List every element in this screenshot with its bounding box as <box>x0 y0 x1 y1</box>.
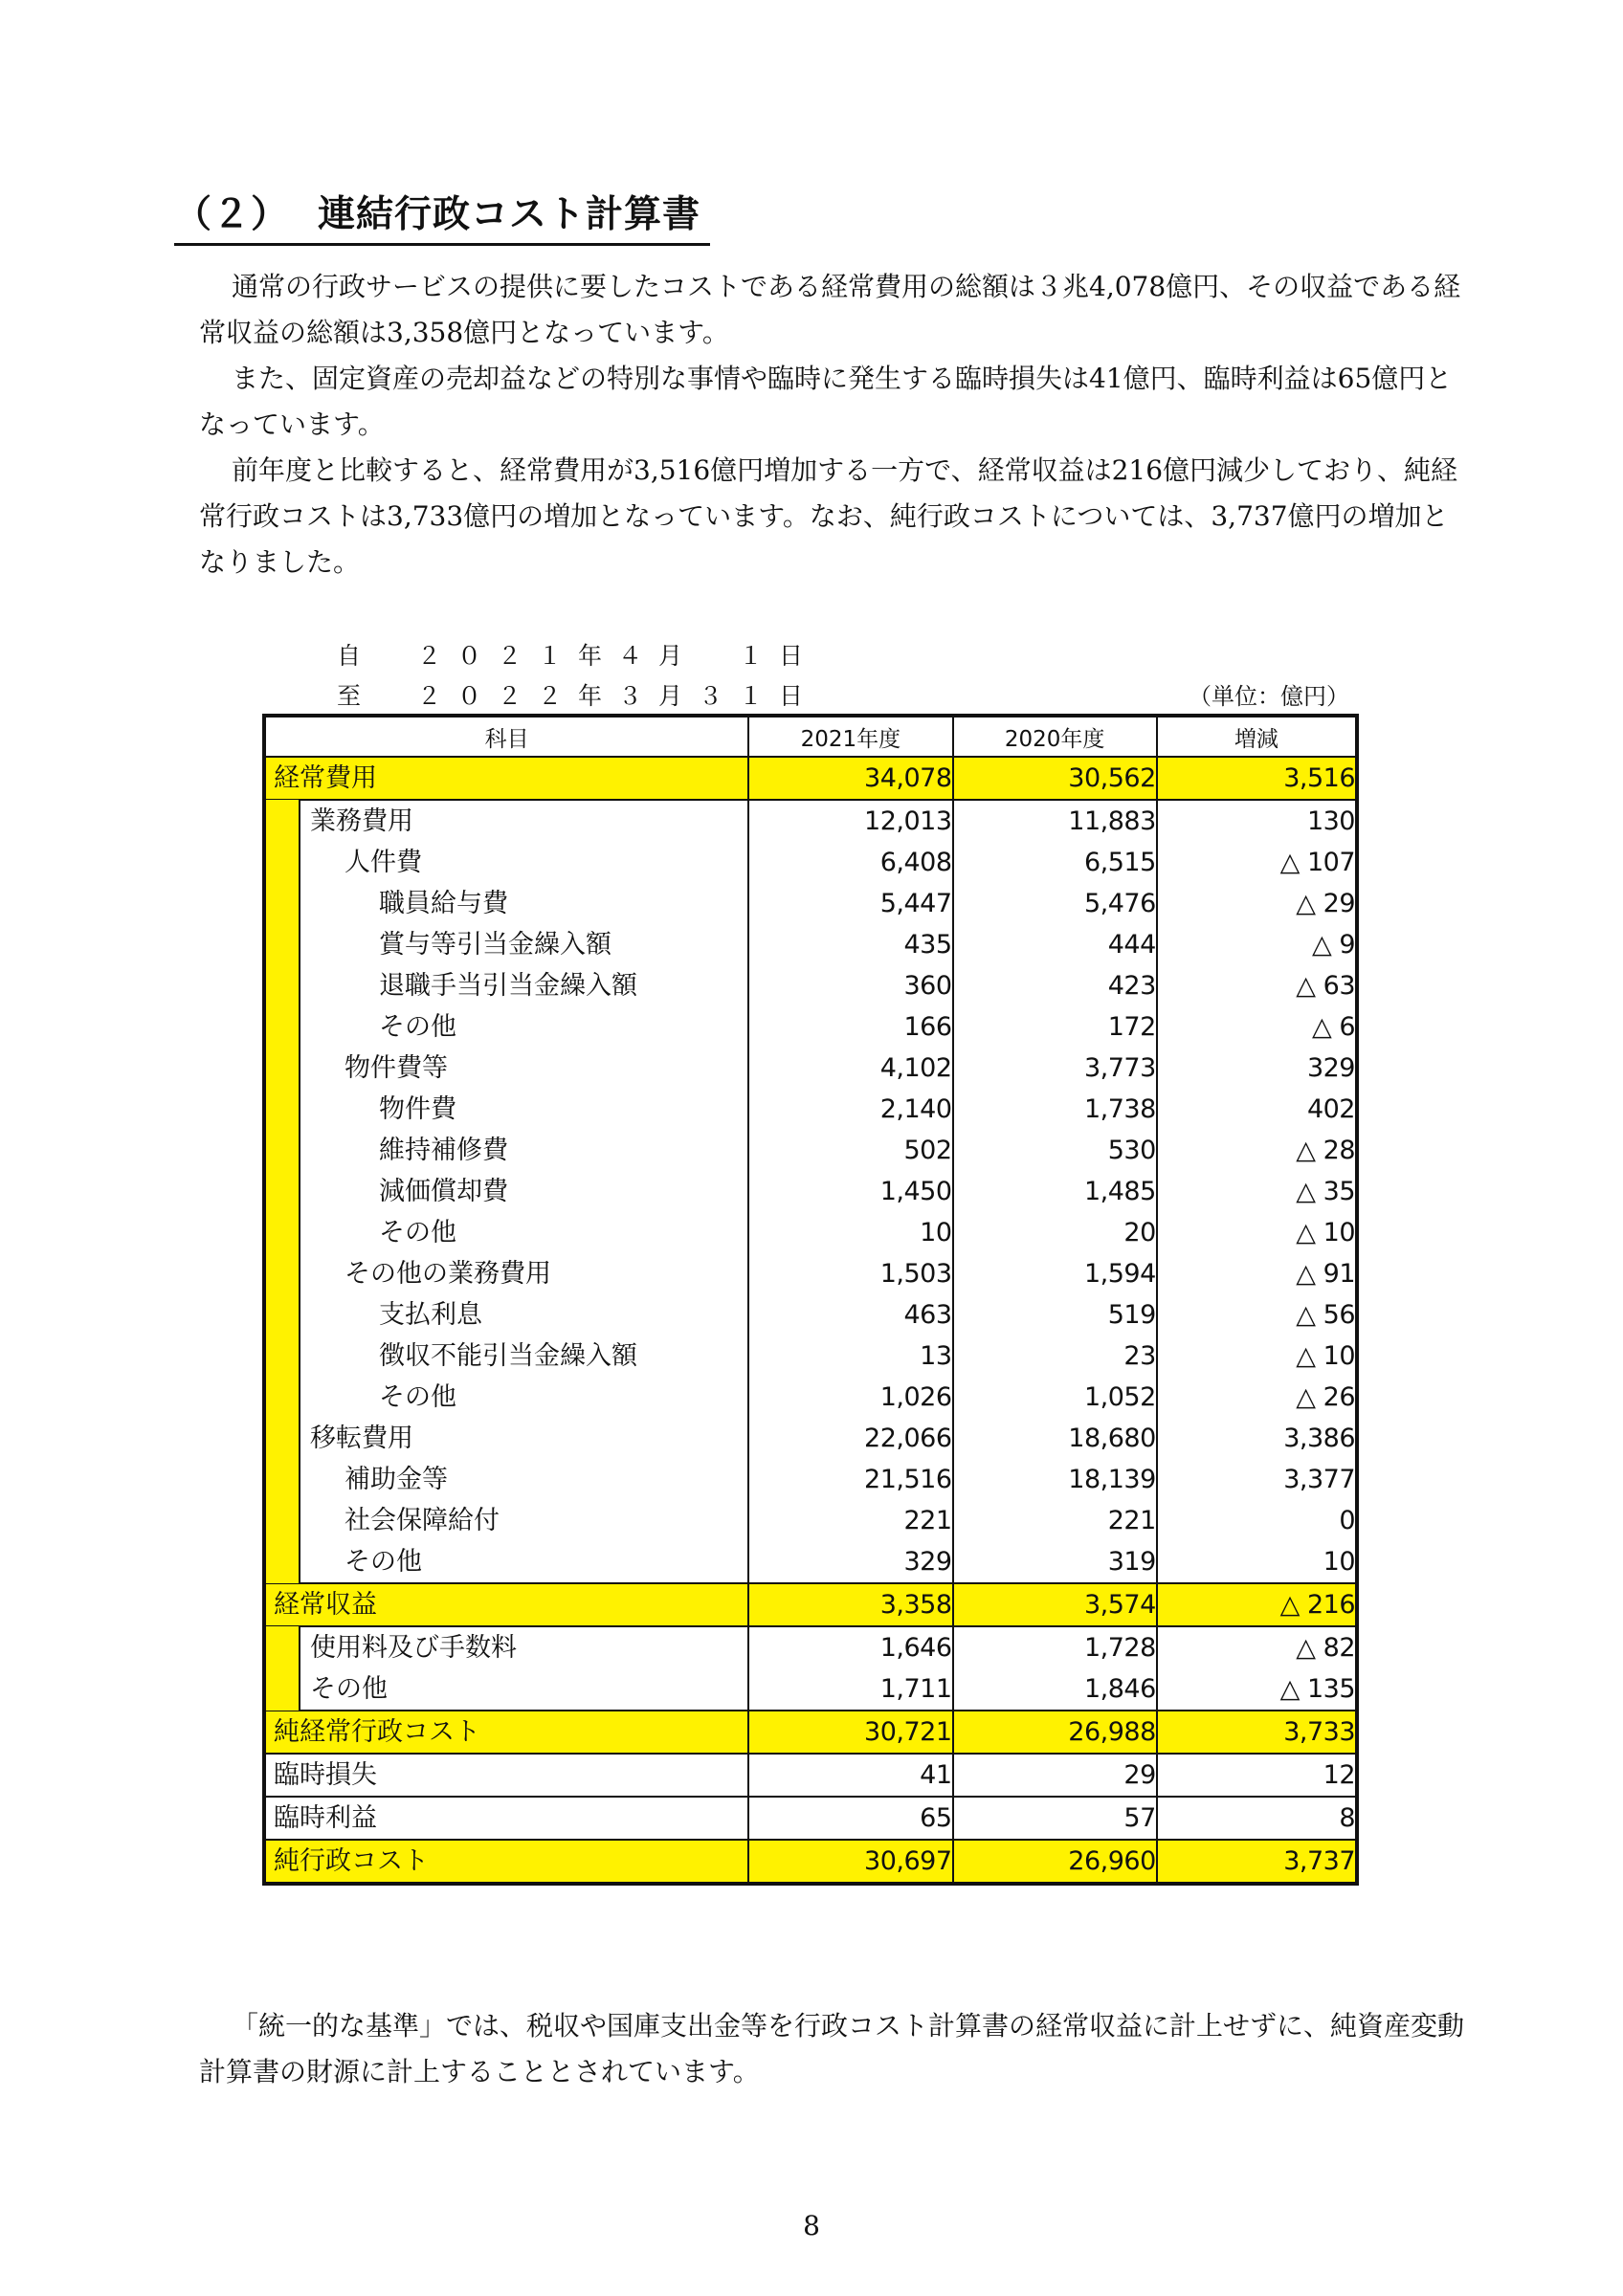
row-label: 純経常行政コスト <box>274 1717 480 1747</box>
header-2020: 2020年度 <box>953 716 1157 757</box>
group-bar <box>266 1540 300 1583</box>
paragraph-2: また、固定資産の売却益などの特別な事情や臨時に発生する臨時損失は41億円、臨時利益は65億円となっています。 <box>199 363 1453 440</box>
value-2021-cell: 5,447 <box>748 883 952 924</box>
diff-cell: △ 9 <box>1157 924 1357 965</box>
value-2020-cell: 26,960 <box>953 1840 1157 1884</box>
diff-cell: 402 <box>1157 1089 1357 1130</box>
row-label: その他 <box>310 1674 388 1704</box>
diff-cell: 3,386 <box>1157 1418 1357 1459</box>
diff-cell: 10 <box>1157 1541 1357 1583</box>
value-2021-cell: 463 <box>748 1294 952 1336</box>
table-body <box>264 757 1357 1884</box>
value-2020-cell: 18,139 <box>953 1459 1157 1500</box>
diff-cell: 3,737 <box>1157 1840 1357 1884</box>
table-row <box>264 1418 1357 1459</box>
paragraph-1: 通常の行政サービスの提供に要したコストである経常費用の総額は３兆4,078億円、その収益である経常収益の総額は3,358億円となっています。 <box>199 271 1461 348</box>
table-row <box>264 1212 1357 1253</box>
table-row <box>264 1048 1357 1089</box>
diff-cell: 8 <box>1157 1797 1357 1840</box>
row-label-cell <box>264 883 748 924</box>
group-bar <box>266 1335 300 1378</box>
row-label: 社会保障給付 <box>345 1506 500 1535</box>
table-row <box>264 842 1357 883</box>
value-2021-cell: 1,026 <box>748 1377 952 1418</box>
row-label: 物件費 <box>379 1094 456 1124</box>
row-label: 退職手当引当金繰入額 <box>379 971 637 1001</box>
value-2021-cell: 22,066 <box>748 1418 952 1459</box>
period-from: 自 ２０２１年４月 １日 <box>337 642 820 670</box>
value-2020-cell: 3,773 <box>953 1048 1157 1089</box>
diff-cell: △ 56 <box>1157 1294 1357 1336</box>
header-item: 科目 <box>264 716 748 757</box>
table-row <box>264 1626 1357 1668</box>
value-2021-cell: 30,697 <box>748 1840 952 1884</box>
row-label-cell <box>264 1294 748 1336</box>
value-2020-cell: 1,846 <box>953 1668 1157 1711</box>
diff-cell: 3,377 <box>1157 1459 1357 1500</box>
row-label: 業務費用 <box>310 806 413 836</box>
row-label-cell <box>264 1541 748 1583</box>
table-header-row <box>264 716 1357 757</box>
table-row <box>264 1754 1357 1797</box>
period-to: 至 ２０２２年３月３１日 <box>337 682 820 710</box>
table-row <box>264 965 1357 1006</box>
table-row <box>264 1840 1357 1884</box>
row-label-cell <box>264 1840 748 1884</box>
value-2021-cell: 10 <box>748 1212 952 1253</box>
page-number: 8 <box>803 2210 820 2241</box>
row-label-cell <box>264 1583 748 1626</box>
value-2020-cell: 1,485 <box>953 1171 1157 1212</box>
row-label-cell <box>264 1500 748 1541</box>
value-2020-cell: 5,476 <box>953 883 1157 924</box>
row-label: 移転費用 <box>310 1424 413 1453</box>
paragraph-3: 前年度と比較すると、経常費用が3,516億円増加する一方で、経常収益は216億円減少しており、純経常行政コストは3,733億円の増加となっています。なお、純行政コストについては、3,737億円の増加となりました。 <box>199 454 1458 578</box>
value-2020-cell: 3,574 <box>953 1583 1157 1626</box>
row-label: 賞与等引当金繰入額 <box>379 930 611 960</box>
value-2021-cell: 65 <box>748 1797 952 1840</box>
group-bar <box>266 1005 300 1049</box>
value-2020-cell: 57 <box>953 1797 1157 1840</box>
row-label-cell <box>264 1171 748 1212</box>
row-label: 臨時利益 <box>274 1803 377 1833</box>
value-2020-cell: 26,988 <box>953 1711 1157 1754</box>
group-bar <box>266 800 300 843</box>
diff-cell: 0 <box>1157 1500 1357 1541</box>
diff-cell: △ 82 <box>1157 1626 1357 1668</box>
row-label-cell <box>264 1626 748 1668</box>
value-2020-cell: 29 <box>953 1754 1157 1797</box>
value-2020-cell: 30,562 <box>953 757 1157 800</box>
table-row <box>264 757 1357 800</box>
value-2021-cell: 435 <box>748 924 952 965</box>
value-2021-cell: 30,721 <box>748 1711 952 1754</box>
group-bar <box>266 1376 300 1419</box>
value-2020-cell: 530 <box>953 1130 1157 1171</box>
row-label-cell <box>264 1130 748 1171</box>
row-label: 維持補修費 <box>379 1136 508 1165</box>
row-label-cell <box>264 1797 748 1840</box>
row-label: 職員給与費 <box>379 889 508 918</box>
diff-cell: △ 135 <box>1157 1668 1357 1711</box>
row-label-cell <box>264 1253 748 1294</box>
row-label: 経常収益 <box>274 1590 377 1620</box>
table-row <box>264 1336 1357 1377</box>
cost-statement-table <box>262 714 1359 1886</box>
value-2020-cell: 221 <box>953 1500 1157 1541</box>
group-bar <box>266 1667 300 1711</box>
table-row <box>264 1500 1357 1541</box>
value-2021-cell: 34,078 <box>748 757 952 800</box>
diff-cell: △ 6 <box>1157 1006 1357 1048</box>
table-row <box>264 1377 1357 1418</box>
group-bar <box>266 1626 300 1669</box>
diff-cell: △ 35 <box>1157 1171 1357 1212</box>
row-label-cell <box>264 924 748 965</box>
table-row <box>264 1006 1357 1048</box>
row-label: 臨時損失 <box>274 1760 377 1790</box>
value-2020-cell: 519 <box>953 1294 1157 1336</box>
value-2021-cell: 3,358 <box>748 1583 952 1626</box>
diff-cell: 3,516 <box>1157 757 1357 800</box>
value-2021-cell: 2,140 <box>748 1089 952 1130</box>
value-2020-cell: 172 <box>953 1006 1157 1048</box>
row-label: 経常費用 <box>274 763 377 793</box>
diff-cell: △ 26 <box>1157 1377 1357 1418</box>
value-2020-cell: 1,738 <box>953 1089 1157 1130</box>
diff-cell: △ 216 <box>1157 1583 1357 1626</box>
value-2020-cell: 23 <box>953 1336 1157 1377</box>
value-2021-cell: 41 <box>748 1754 952 1797</box>
value-2021-cell: 21,516 <box>748 1459 952 1500</box>
value-2020-cell: 444 <box>953 924 1157 965</box>
value-2021-cell: 329 <box>748 1541 952 1583</box>
group-bar <box>266 1499 300 1542</box>
table-row <box>264 1171 1357 1212</box>
diff-cell: 3,733 <box>1157 1711 1357 1754</box>
group-bar <box>266 1170 300 1213</box>
row-label-cell <box>264 1048 748 1089</box>
group-bar <box>266 1293 300 1336</box>
diff-cell: △ 29 <box>1157 883 1357 924</box>
table-row <box>264 1668 1357 1711</box>
row-label: その他の業務費用 <box>345 1259 551 1289</box>
row-label-cell <box>264 1336 748 1377</box>
footnote-paragraph: 「統一的な基準」では、税収や国庫支出金等を行政コスト計算書の経常収益に計上せずに、純資産変動計算書の財源に計上することとされています。 <box>199 2010 1465 2087</box>
row-label-cell <box>264 1377 748 1418</box>
row-label-cell <box>264 1668 748 1711</box>
value-2020-cell: 1,594 <box>953 1253 1157 1294</box>
value-2020-cell: 1,728 <box>953 1626 1157 1668</box>
row-label-cell <box>264 1418 748 1459</box>
value-2021-cell: 6,408 <box>748 842 952 883</box>
row-label: 人件費 <box>345 848 422 877</box>
section-heading <box>174 191 710 246</box>
diff-cell: 329 <box>1157 1048 1357 1089</box>
row-label-cell <box>264 1006 748 1048</box>
group-bar <box>266 841 300 884</box>
row-label-cell <box>264 1089 748 1130</box>
group-bar <box>266 1129 300 1172</box>
row-label-cell <box>264 757 748 800</box>
value-2021-cell: 221 <box>748 1500 952 1541</box>
diff-cell: △ 107 <box>1157 842 1357 883</box>
row-label: 純行政コスト <box>274 1846 429 1876</box>
group-bar <box>266 1458 300 1501</box>
value-2020-cell: 18,680 <box>953 1418 1157 1459</box>
group-bar <box>266 923 300 966</box>
value-2020-cell: 423 <box>953 965 1157 1006</box>
row-label: その他 <box>379 1218 456 1247</box>
table-row <box>264 1583 1357 1626</box>
table-row <box>264 1253 1357 1294</box>
row-label-cell <box>264 1212 748 1253</box>
diff-cell: △ 10 <box>1157 1212 1357 1253</box>
value-2021-cell: 1,646 <box>748 1626 952 1668</box>
value-2021-cell: 4,102 <box>748 1048 952 1089</box>
diff-cell: △ 28 <box>1157 1130 1357 1171</box>
row-label: その他 <box>379 1012 456 1042</box>
row-label-cell <box>264 1711 748 1754</box>
row-label-cell <box>264 842 748 883</box>
row-label-cell <box>264 1459 748 1500</box>
group-bar <box>266 1417 300 1460</box>
value-2020-cell: 11,883 <box>953 800 1157 842</box>
table-row <box>264 883 1357 924</box>
value-2021-cell: 1,503 <box>748 1253 952 1294</box>
diff-cell: 130 <box>1157 800 1357 842</box>
section-number: （２） <box>174 193 290 236</box>
table-row <box>264 1797 1357 1840</box>
group-bar <box>266 882 300 925</box>
value-2021-cell: 1,711 <box>748 1668 952 1711</box>
table-row <box>264 1294 1357 1336</box>
table-row <box>264 1130 1357 1171</box>
group-bar <box>266 964 300 1007</box>
row-label: その他 <box>345 1547 422 1577</box>
row-label: 減価償却費 <box>379 1177 508 1206</box>
row-label-cell <box>264 1754 748 1797</box>
header-diff: 増減 <box>1157 716 1357 757</box>
diff-cell: △ 63 <box>1157 965 1357 1006</box>
table-row <box>264 1089 1357 1130</box>
value-2020-cell: 6,515 <box>953 842 1157 883</box>
row-label: 物件費等 <box>345 1053 448 1083</box>
diff-cell: △ 91 <box>1157 1253 1357 1294</box>
table-row <box>264 1459 1357 1500</box>
table-row <box>264 1711 1357 1754</box>
value-2021-cell: 1,450 <box>748 1171 952 1212</box>
row-label: 使用料及び手数料 <box>310 1633 517 1663</box>
value-2021-cell: 360 <box>748 965 952 1006</box>
row-label-cell <box>264 800 748 842</box>
section-title: 連結行政コスト計算書 <box>318 193 701 236</box>
value-2021-cell: 13 <box>748 1336 952 1377</box>
group-bar <box>266 1088 300 1131</box>
unit-label: （単位：億円） <box>1189 683 1349 710</box>
diff-cell: 12 <box>1157 1754 1357 1797</box>
diff-cell: △ 10 <box>1157 1336 1357 1377</box>
row-label: 支払利息 <box>379 1300 482 1330</box>
row-label: 徴収不能引当金繰入額 <box>379 1341 637 1371</box>
value-2021-cell: 502 <box>748 1130 952 1171</box>
value-2020-cell: 319 <box>953 1541 1157 1583</box>
value-2020-cell: 20 <box>953 1212 1157 1253</box>
value-2021-cell: 166 <box>748 1006 952 1048</box>
row-label: 補助金等 <box>345 1465 448 1494</box>
row-label: その他 <box>379 1382 456 1412</box>
value-2021-cell: 12,013 <box>748 800 952 842</box>
table-row <box>264 924 1357 965</box>
value-2020-cell: 1,052 <box>953 1377 1157 1418</box>
group-bar <box>266 1047 300 1090</box>
group-bar <box>266 1211 300 1254</box>
table-row <box>264 800 1357 842</box>
group-bar <box>266 1252 300 1295</box>
header-2021: 2021年度 <box>748 716 952 757</box>
row-label-cell <box>264 965 748 1006</box>
table-row <box>264 1541 1357 1583</box>
